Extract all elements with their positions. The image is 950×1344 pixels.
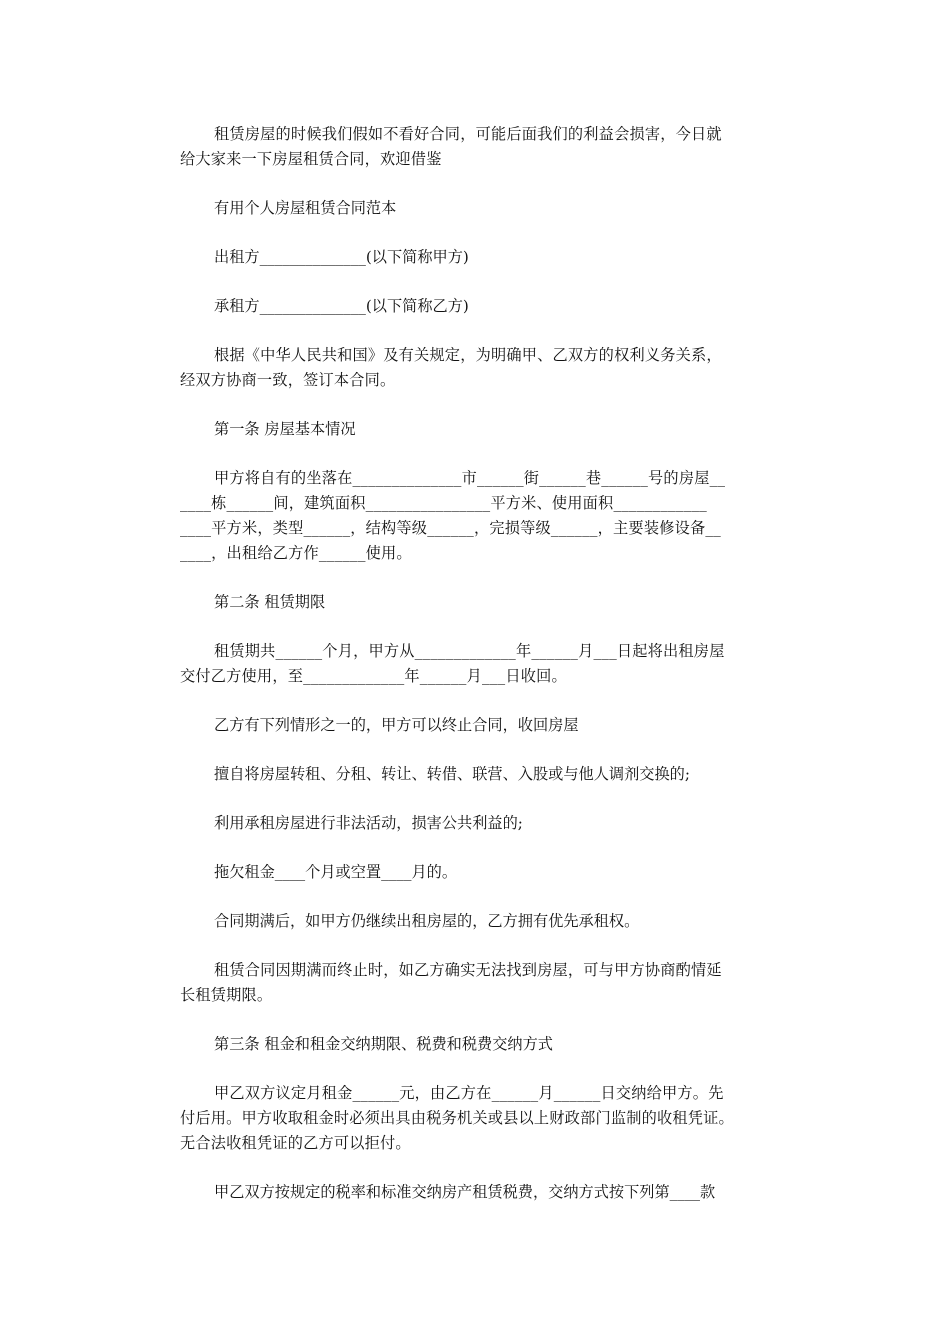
preamble-paragraph bbox=[180, 343, 772, 393]
lessor-line: 出租方______________(以下简称甲方) bbox=[214, 248, 469, 266]
article-3-line-3: 无合法收租凭证的乙方可以拒付。 bbox=[180, 1134, 411, 1152]
contract-title: 有用个人房屋租赁合同范本 bbox=[214, 199, 397, 217]
preamble-line-2: 经双方协商一致，签订本合同。 bbox=[180, 371, 396, 389]
tax-clause: 甲乙双方按规定的税率和标准交纳房产租赁税费，交纳方式按下列第____款 bbox=[214, 1183, 716, 1201]
article-3-body bbox=[180, 1081, 772, 1156]
renewal-clause: 合同期满后，如甲方仍继续出租房屋的，乙方拥有优先承租权。 bbox=[214, 912, 640, 930]
termination-item-3: 拖欠租金____个月或空置____月的。 bbox=[214, 863, 457, 881]
contract-page bbox=[180, 122, 772, 1229]
extension-line-1: 租赁合同因期满而终止时，如乙方确实无法找到房屋，可与甲方协商酌情延 bbox=[214, 961, 722, 979]
article-1-body bbox=[180, 466, 772, 566]
extension-line-2: 长租赁期限。 bbox=[180, 986, 273, 1004]
intro-paragraph bbox=[180, 122, 772, 172]
article-1-line-2: ____栋______间，建筑面积________________平方米、使用面积____________ bbox=[180, 494, 707, 512]
termination-item-2: 利用承租房屋进行非法活动，损害公共利益的; bbox=[214, 814, 523, 832]
article-3-line-2: 付后用。甲方收取租金时必须出具由税务机关或县以上财政部门监制的收租凭证。 bbox=[180, 1109, 734, 1127]
article-2-line-2: 交付乙方使用，至_____________年______月___日收回。 bbox=[180, 667, 567, 685]
termination-item-1: 擅自将房屋转租、分租、转让、转借、联营、入股或与他人调剂交换的; bbox=[214, 765, 690, 783]
article-3-title: 第三条 租金和租金交纳期限、税费和税费交纳方式 bbox=[214, 1035, 553, 1053]
article-1-line-4: ____，出租给乙方作______使用。 bbox=[180, 544, 412, 562]
article-2-line-1: 租赁期共______个月，甲方从_____________年______月___日起将出租房屋 bbox=[214, 642, 725, 660]
article-2-body bbox=[180, 639, 772, 689]
preamble-line-1: 根据《中华人民共和国》及有关规定，为明确甲、乙双方的权利义务关系， bbox=[214, 346, 722, 364]
lessee-line: 承租方______________(以下简称乙方) bbox=[214, 297, 469, 315]
extension-paragraph bbox=[180, 958, 772, 1008]
article-3-line-1: 甲乙双方议定月租金______元，由乙方在______月______日交纳给甲方。先 bbox=[214, 1084, 724, 1102]
article-2-title: 第二条 租赁期限 bbox=[214, 593, 326, 611]
article-1-line-3: ____平方米，类型______，结构等级______，完损等级______，主要装修设备__ bbox=[180, 519, 721, 537]
article-1-line-1: 甲方将自有的坐落在______________市______街______巷______号的房屋__ bbox=[214, 469, 726, 487]
intro-line-2: 给大家来一下房屋租赁合同，欢迎借鉴 bbox=[180, 150, 442, 168]
article-1-title: 第一条 房屋基本情况 bbox=[214, 420, 356, 438]
termination-intro: 乙方有下列情形之一的，甲方可以终止合同，收回房屋 bbox=[214, 716, 579, 734]
intro-line-1: 租赁房屋的时候我们假如不看好合同，可能后面我们的利益会损害，今日就 bbox=[214, 125, 722, 143]
